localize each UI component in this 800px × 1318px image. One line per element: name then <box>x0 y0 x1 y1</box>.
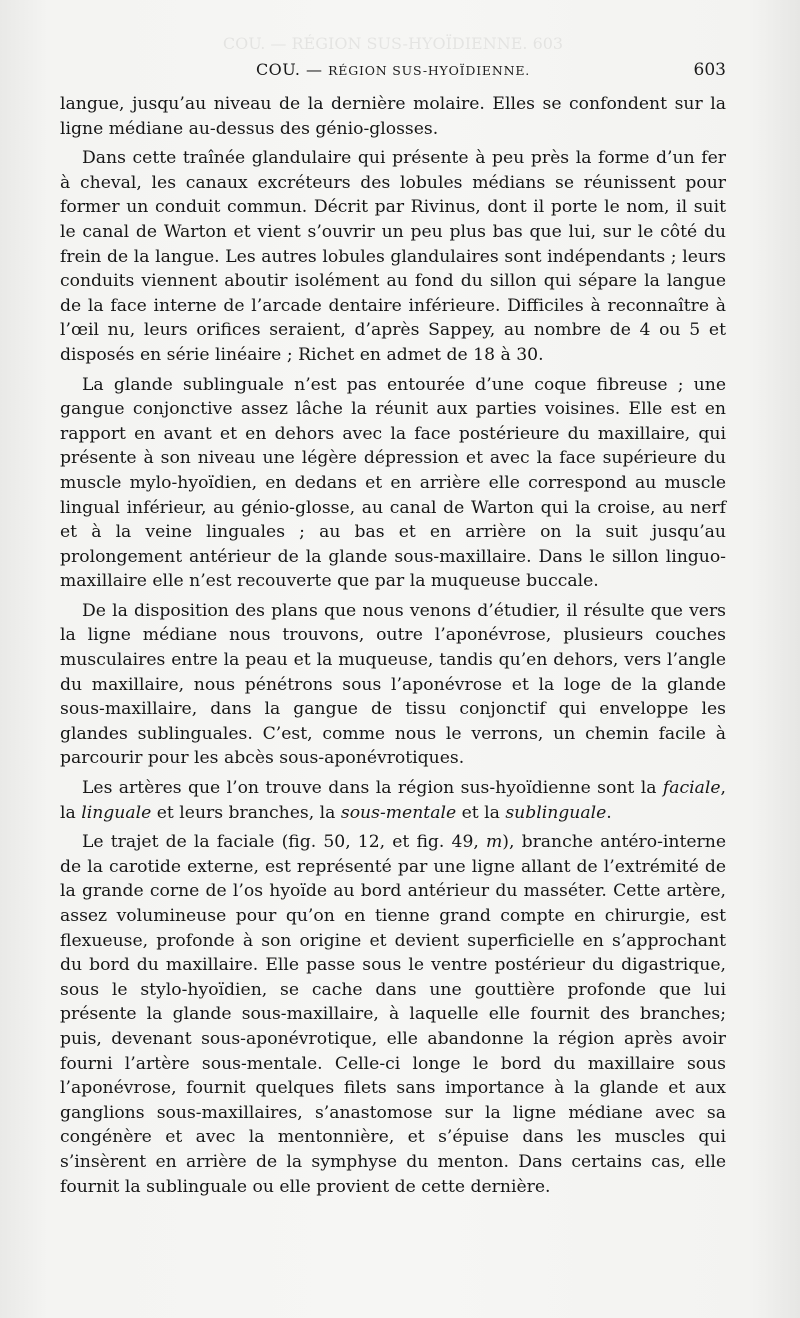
body-text <box>60 92 726 1204</box>
italic-term: sublinguale <box>505 802 607 823</box>
running-header <box>60 60 726 86</box>
paragraph-planes-disposition: De la disposition des plans que nous venons d’étudier, il résulte que vers la ligne médiane nous trouvons, outre l’aponévrose, plusieurs couches musculaires entre la peau et la muqueuse, tandis qu’en dehors, vers l’angle du maxillaire, nous pénétrons sous l’aponévrose et la loge de la glande sous-maxillaire, dans la gangue de tissu conjonctif qui enveloppe les glandes sublinguales. C’est, comme nous le verrons, un chemin facile à parcourir pour les abcès sous-aponévrotiques. <box>60 600 726 769</box>
page-number: 603 <box>693 60 726 80</box>
show-through-header: COU. — RÉGION SUS-HYOÏDIENNE. 603 <box>222 34 564 53</box>
text-run: ), branche antéro-interne de la carotide externe, est représenté par une ligne allant de l’extrémité de la grande corne de l’os hyoïde au bord antérieur du masséter. Cette artère, assez volumineuse pour qu’on en tienne grand compte en chirurgie, est flexueuse, profonde à son origine et devient superficielle en s’approchant du bord du maxillaire. Elle passe sous le ventre postérieur du digastrique, sous le stylo-hyoïdien, se cache dans une gouttière profonde que lui présente la glande sous-maxillaire, à laquelle elle fournit des branches; puis, devenant sous-aponévrotique, elle abandonne la région après avoir fourni l’artère sous-mentale. Celle-ci longe le bord du maxillaire sous l’aponévrose, fournit quelques filets sans importance à la glande et aux ganglions sous-maxillaires, s’anastomose sur la ligne médiane avec sa congénère et avec la mentonnière, et s’épuise dans les muscles qui s’insèrent en arrière de la symphyse du menton. Dans certains cas, elle fournit la sublinguale ou elle provient de cette dernière. <box>60 832 726 1197</box>
italic-term: sous-mentale <box>340 802 457 823</box>
text-run: Le trajet de la faciale (fig. 50, 12, et fig. 49, <box>82 832 486 853</box>
italic-term: faciale <box>662 778 721 799</box>
text-run: Les artères que l’on trouve dans la région sus-hyoïdienne sont la <box>82 778 663 799</box>
paragraph-continuation: langue, jusqu’au niveau de la dernière molaire. Elles se confondent sur la ligne médiane au-dessus des génio-glosses. <box>60 94 726 139</box>
paragraph-rivinus-duct: Dans cette traînée glandulaire qui présente à peu près la forme d’un fer à cheval, les canaux excréteurs des lobules médians se réunissent pour former un conduit commun. Décrit par Rivinus, dont il porte le nom, il suit le canal de Warton et vient s’ouvrir un peu plus bas que lui, sur le côté du frein de la langue. Les autres lobules glandulaires sont indépendants ; leurs conduits viennent aboutir isolément au fond du sillon qui sépare la langue de la face interne de l’arcade dentaire inférieure. Difficiles à reconnaître à l’œil nu, leurs orifices seraient, d’après Sappey, au nombre de 4 ou 5 et disposés en série linéaire ; Richet en admet de 18 à 30. <box>60 148 726 365</box>
running-title <box>60 60 726 79</box>
italic-term: linguale <box>81 802 152 823</box>
paragraph-sublingual-gland: La glande sublinguale n’est pas entourée d’une coque fibreuse ; une gangue conjonctive assez lâche la réunit aux parties voisines. Elle est en rapport en avant et en dehors avec la face postérieure du maxillaire, qui présente à son niveau une légère dépression et avec la face supérieure du muscle mylo-hyoïdien, en dedans et en arrière elle correspond au muscle lingual inférieur, au génio-glosse, au canal de Warton qui la croise, au nerf et à la veine linguales ; au bas et en arrière on la suit jusqu’au prolongement antérieur de la glande sous-maxillaire. Dans le sillon linguo-maxillaire elle n’est recouverte que par la muqueuse buccale. <box>60 374 726 592</box>
text-run: et leurs branches, la <box>151 802 341 823</box>
text-run: . <box>606 802 612 823</box>
italic-figure-letter: m <box>485 832 503 853</box>
running-title-section: RÉGION SUS-HYOÏDIENNE. <box>328 63 531 78</box>
paragraph-facial-artery <box>60 830 726 1199</box>
paragraph-arteries <box>60 776 726 825</box>
text-run: et la <box>456 802 506 823</box>
running-title-prefix: COU. — <box>255 60 329 79</box>
text-run: , la <box>60 778 726 823</box>
